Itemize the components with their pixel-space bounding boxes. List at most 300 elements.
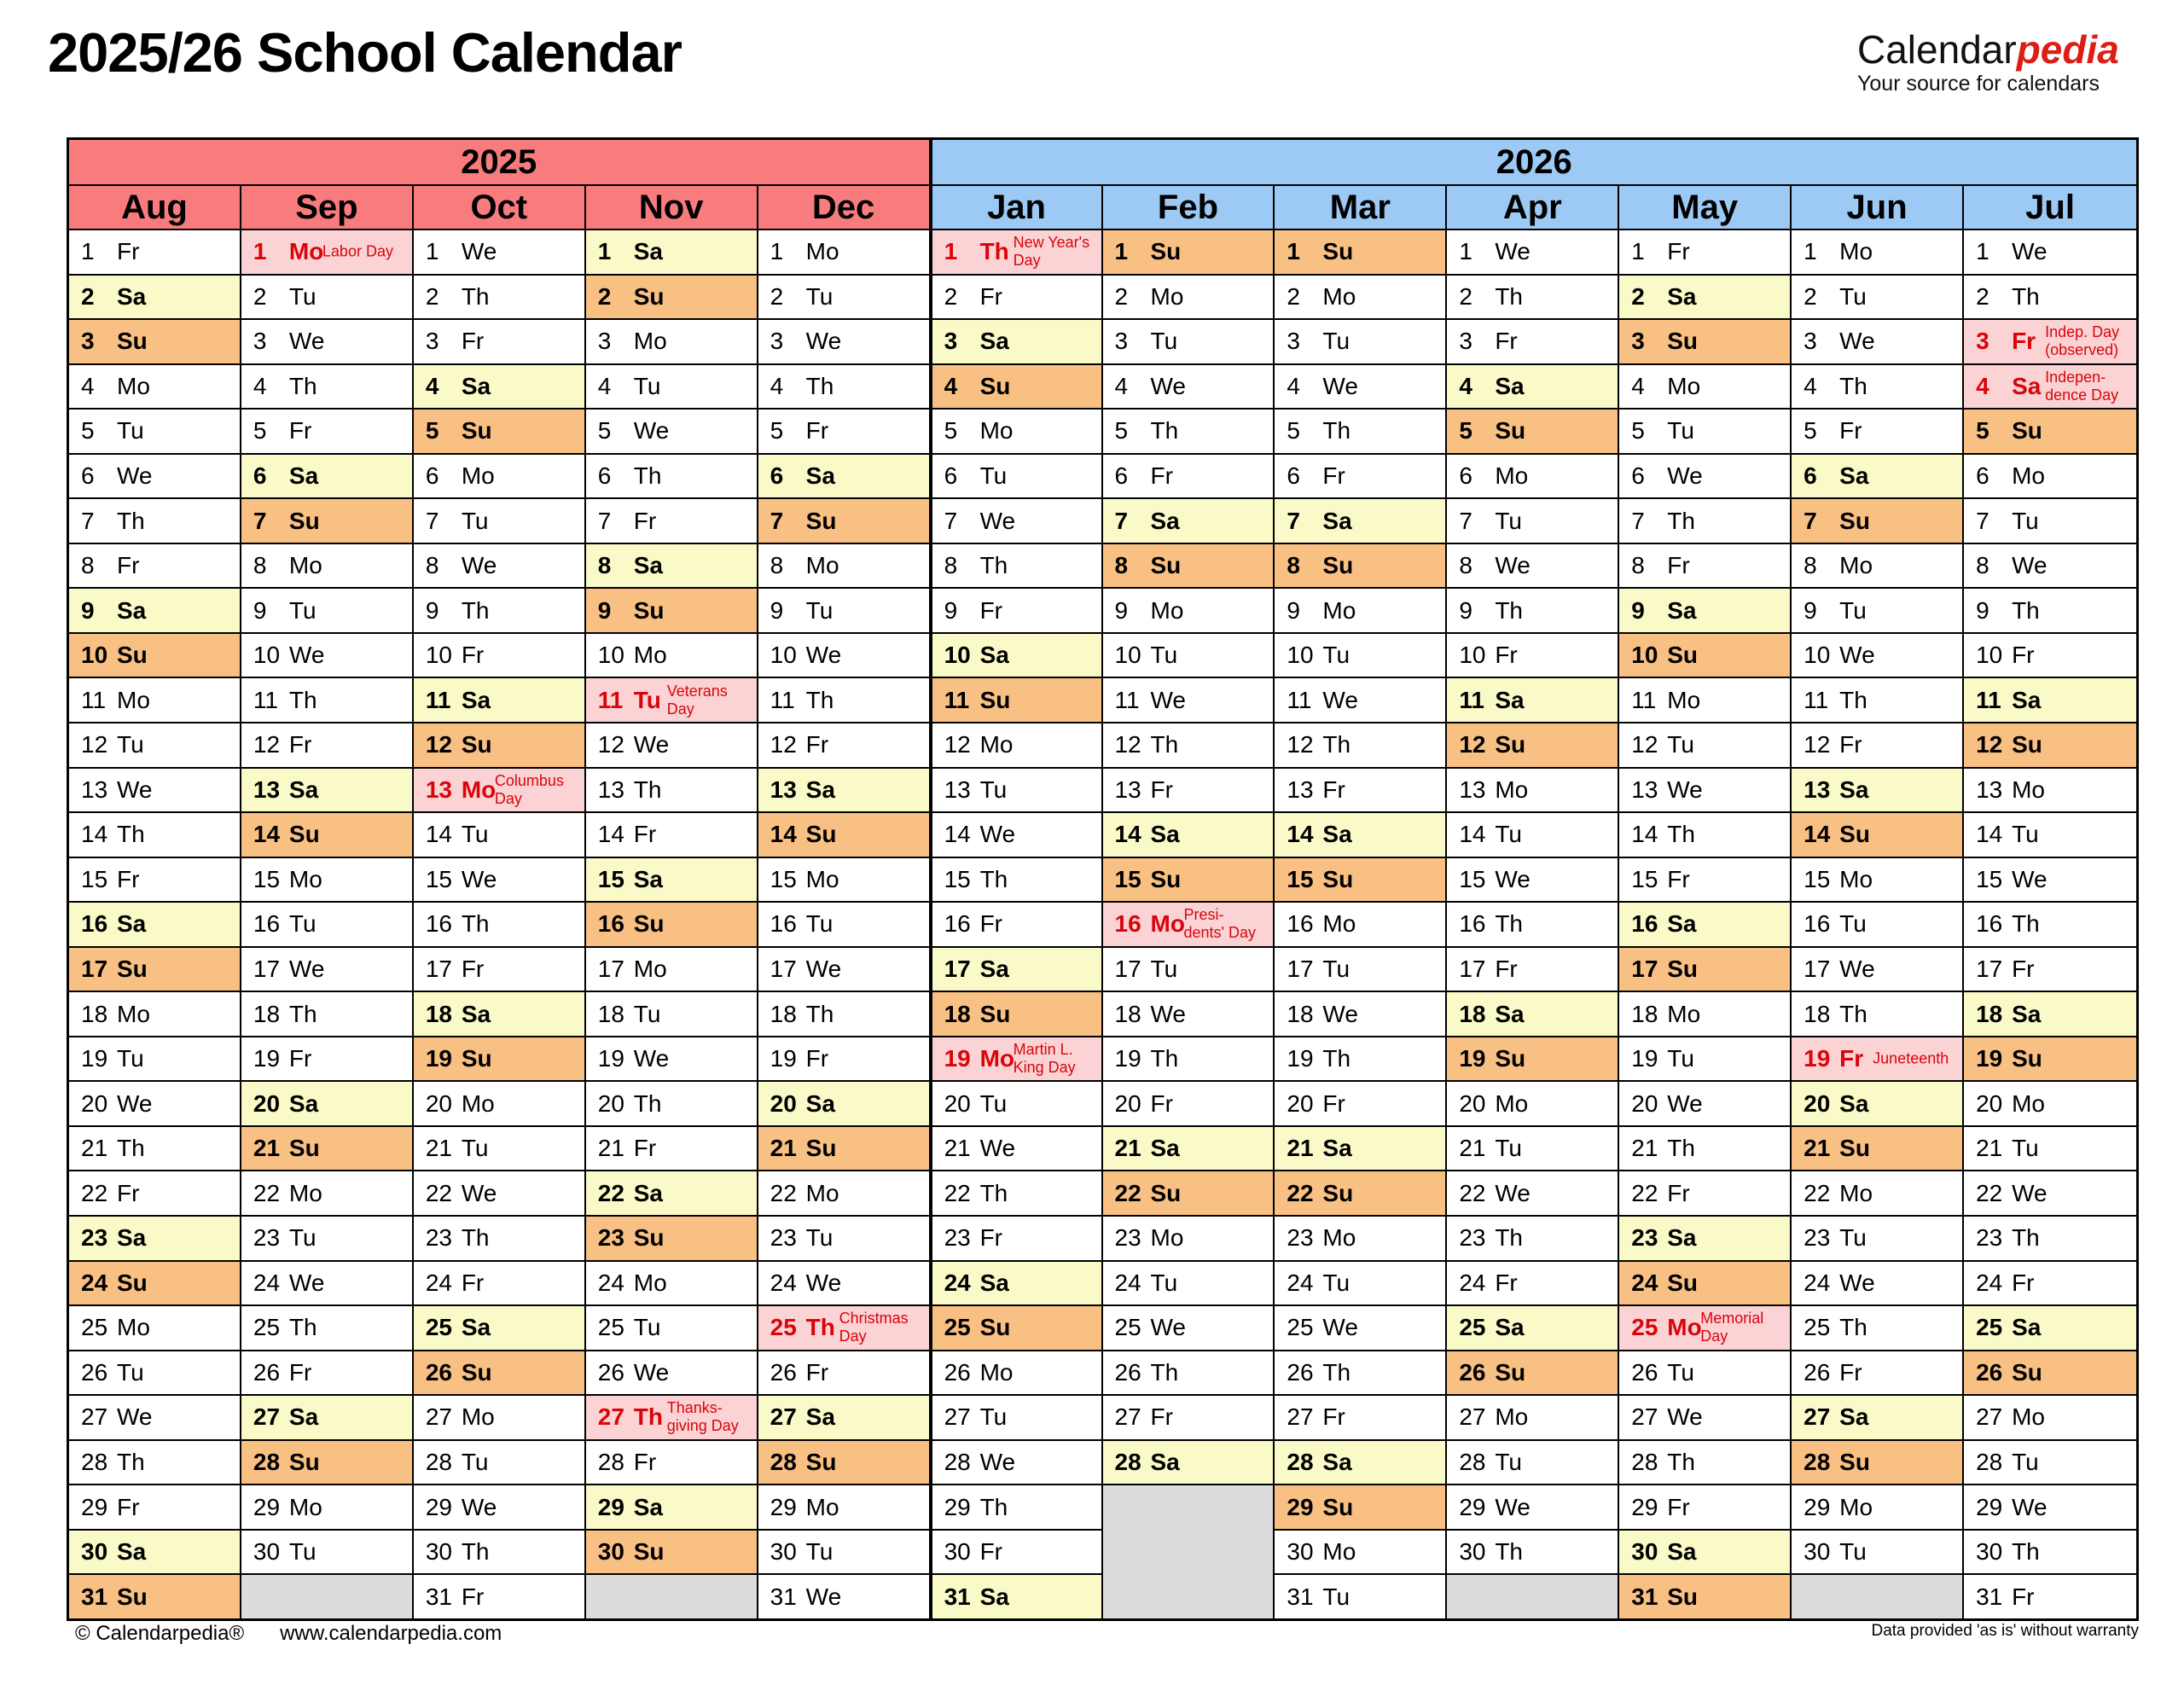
day-number: 24: [770, 1269, 797, 1296]
day-number: 24: [253, 1269, 281, 1296]
weekday-label: Mo: [979, 1358, 1014, 1386]
day-cell-sep-22: [241, 1170, 414, 1215]
brand-name: [1857, 29, 2119, 70]
day-cell-may-5: [1619, 408, 1792, 453]
day-number: 11: [1287, 686, 1312, 713]
day-number: 17: [1631, 956, 1658, 983]
day-cell-oct-28: [414, 1439, 586, 1485]
day-cell-feb-3: [1103, 318, 1275, 363]
weekday-label: Su: [288, 821, 320, 848]
weekday-label: Fr: [633, 821, 657, 848]
weekday-label: Su: [633, 910, 665, 938]
day-number: 5: [425, 417, 439, 444]
day-cell-nov-29: [586, 1484, 758, 1529]
weekday-label: Fr: [979, 910, 1003, 938]
day-number: 17: [81, 956, 108, 983]
weekday-label: Tu: [805, 596, 834, 624]
day-cell-apr-10: [1447, 632, 1619, 677]
weekday-label: We: [1667, 776, 1703, 803]
day-cell-jun-19: [1792, 1036, 1964, 1081]
weekday-label: Th: [1322, 417, 1351, 444]
weekday-label: Th: [288, 1000, 317, 1027]
day-cell-dec-28: [758, 1439, 931, 1485]
day-number: 27: [1976, 1403, 2003, 1431]
weekday-label: Fr: [633, 1449, 657, 1476]
day-number: 6: [1459, 462, 1472, 489]
weekday-label: Sa: [117, 596, 147, 624]
day-cell-may-4: [1619, 363, 1792, 409]
weekday-label: Sa: [633, 552, 663, 579]
day-number: 14: [1976, 821, 2003, 848]
day-cell-nov-17: [586, 946, 758, 991]
day-cell-oct-3: [414, 318, 586, 363]
day-number: 30: [1631, 1538, 1658, 1566]
day-cell-apr-4: [1447, 363, 1619, 409]
day-number: 22: [425, 1179, 452, 1206]
day-cell-aug-9: [69, 587, 241, 632]
day-cell-dec-5: [758, 408, 931, 453]
month-header-sep: Sep: [241, 184, 414, 229]
weekday-label: We: [288, 642, 325, 669]
day-cell-apr-21: [1447, 1125, 1619, 1171]
weekday-label: Mo: [2012, 1089, 2045, 1117]
day-number: 22: [1114, 1179, 1141, 1206]
day-cell-mar-28: [1275, 1439, 1447, 1485]
day-number: 7: [1287, 507, 1300, 534]
day-number: 28: [597, 1449, 624, 1476]
day-cell-jul-16: [1964, 901, 2136, 946]
weekday-label: Th: [461, 596, 490, 624]
weekday-label: Th: [1839, 686, 1867, 713]
day-cell-jul-3: [1964, 318, 2136, 363]
day-cell-nov-16: [586, 901, 758, 946]
weekday-label: Fr: [1495, 1269, 1518, 1296]
day-number: 4: [1976, 372, 1989, 399]
day-cell-jul-1: [1964, 229, 2136, 274]
weekday-label: Su: [1839, 507, 1870, 534]
day-number: 18: [1459, 1000, 1486, 1027]
day-cell-dec-19: [758, 1036, 931, 1081]
day-number: 3: [1631, 328, 1645, 355]
weekday-label: Sa: [288, 776, 319, 803]
day-number: 6: [425, 462, 439, 489]
weekday-label: Th: [979, 865, 1008, 892]
day-number: 5: [81, 417, 95, 444]
day-cell-feb-7: [1103, 497, 1275, 543]
day-number: 27: [1804, 1403, 1831, 1431]
weekday-label: Su: [288, 507, 320, 534]
day-number: 14: [1287, 821, 1314, 848]
day-number: 9: [770, 596, 784, 624]
day-cell-oct-7: [414, 497, 586, 543]
day-cell-jun-29: [1792, 1484, 1964, 1529]
day-cell-mar-17: [1275, 946, 1447, 991]
day-number: 23: [1114, 1224, 1141, 1252]
day-cell-dec-8: [758, 543, 931, 588]
day-cell-jul-27: [1964, 1394, 2136, 1439]
day-number: 28: [1459, 1449, 1486, 1476]
day-number: 1: [944, 238, 958, 265]
day-number: 2: [1114, 282, 1129, 310]
day-cell-sep-21: [241, 1125, 414, 1171]
day-cell-oct-26: [414, 1350, 586, 1395]
day-cell-aug-31: [69, 1573, 241, 1618]
day-number: 15: [81, 865, 108, 892]
day-cell-jul-6: [1964, 453, 2136, 498]
weekday-label: Mo: [288, 1179, 322, 1206]
day-cell-may-8: [1619, 543, 1792, 588]
empty-cell: [1103, 1529, 1275, 1574]
month-header-nov: Nov: [586, 184, 758, 229]
day-cell-mar-13: [1275, 767, 1447, 812]
day-cell-jun-14: [1792, 811, 1964, 857]
day-number: 1: [1976, 238, 1989, 265]
day-cell-nov-26: [586, 1350, 758, 1395]
day-cell-jan-16: [931, 901, 1103, 946]
weekday-label: We: [1495, 238, 1531, 265]
weekday-label: Mo: [1322, 1538, 1356, 1566]
day-number: 28: [1631, 1449, 1658, 1476]
day-number: 5: [1631, 417, 1645, 444]
day-number: 1: [81, 238, 95, 265]
day-number: 15: [770, 865, 797, 892]
weekday-label: Fr: [1667, 1179, 1690, 1206]
weekday-label: Mo: [2012, 1403, 2045, 1431]
weekday-label: Tu: [1667, 1045, 1694, 1072]
day-cell-sep-10: [241, 632, 414, 677]
day-cell-nov-4: [586, 363, 758, 409]
weekday-label: Tu: [2012, 1135, 2039, 1162]
day-cell-jan-4: [931, 363, 1103, 409]
day-cell-jan-3: [931, 318, 1103, 363]
day-cell-dec-29: [758, 1484, 931, 1529]
day-cell-jul-26: [1964, 1350, 2136, 1395]
weekday-label: Sa: [461, 1000, 491, 1027]
day-number: 14: [253, 821, 281, 848]
day-cell-dec-30: [758, 1529, 931, 1574]
empty-cell: [241, 1573, 414, 1618]
day-cell-may-26: [1619, 1350, 1792, 1395]
day-number: 12: [1459, 731, 1486, 758]
day-cell-feb-9: [1103, 587, 1275, 632]
day-cell-jan-29: [931, 1484, 1103, 1529]
day-number: 16: [1459, 910, 1486, 938]
day-cell-jan-21: [931, 1125, 1103, 1171]
weekday-label: Th: [633, 1089, 662, 1117]
day-number: 14: [1804, 821, 1831, 848]
day-number: 9: [253, 596, 267, 624]
day-number: 7: [1459, 507, 1472, 534]
day-number: 18: [770, 1000, 797, 1027]
weekday-label: Su: [2012, 417, 2042, 444]
day-cell-dec-16: [758, 901, 931, 946]
calendar-grid: [67, 137, 2139, 1621]
day-number: 3: [944, 328, 958, 355]
weekday-label: Mo: [805, 865, 839, 892]
day-number: 16: [1976, 910, 2003, 938]
day-number: 10: [1287, 642, 1314, 669]
weekday-label: Fr: [2012, 642, 2035, 669]
day-cell-aug-20: [69, 1080, 241, 1125]
day-cell-oct-12: [414, 722, 586, 767]
day-cell-mar-23: [1275, 1215, 1447, 1260]
day-number: 12: [81, 731, 108, 758]
weekday-label: Mo: [288, 552, 322, 579]
day-number: 9: [1976, 596, 1989, 624]
weekday-label: Sa: [1667, 910, 1697, 938]
day-cell-mar-2: [1275, 274, 1447, 319]
day-cell-dec-6: [758, 453, 931, 498]
day-number: 25: [1976, 1314, 2003, 1341]
year-band-2025: 2025: [69, 140, 931, 184]
day-cell-nov-10: [586, 632, 758, 677]
day-number: 6: [253, 462, 267, 489]
weekday-label: Th: [1150, 1045, 1179, 1072]
weekday-label: Su: [1495, 417, 1526, 444]
day-cell-dec-2: [758, 274, 931, 319]
footer-url-link[interactable]: www.calendarpedia.com: [280, 1622, 502, 1645]
weekday-label: Su: [1150, 552, 1182, 579]
day-number: 2: [1976, 282, 1989, 310]
day-cell-jul-28: [1964, 1439, 2136, 1485]
day-cell-feb-24: [1103, 1260, 1275, 1305]
day-number: 29: [425, 1493, 452, 1520]
day-number: 14: [425, 821, 452, 848]
day-number: 2: [81, 282, 95, 310]
day-cell-mar-27: [1275, 1394, 1447, 1439]
day-cell-aug-15: [69, 857, 241, 902]
day-number: 24: [425, 1269, 452, 1296]
weekday-label: Th: [2012, 1224, 2040, 1252]
weekday-label: Fr: [1495, 328, 1518, 355]
day-number: 18: [944, 1000, 971, 1027]
day-cell-jun-30: [1792, 1529, 1964, 1574]
day-cell-jan-14: [931, 811, 1103, 857]
weekday-label: Tu: [1839, 282, 1867, 310]
day-cell-sep-5: [241, 408, 414, 453]
weekday-label: Fr: [1839, 417, 1862, 444]
weekday-label: Sa: [2012, 1000, 2042, 1027]
day-number: 10: [770, 642, 797, 669]
day-cell-nov-15: [586, 857, 758, 902]
holiday-note: Indepen- dence Day: [2045, 368, 2119, 404]
brand-tagline: Your source for calendars: [1857, 72, 2100, 96]
weekday-label: Fr: [117, 552, 140, 579]
day-number: 22: [770, 1179, 797, 1206]
weekday-label: Mo: [979, 731, 1014, 758]
weekday-label: We: [1495, 865, 1531, 892]
weekday-label: Fr: [117, 1179, 140, 1206]
day-number: 9: [81, 596, 95, 624]
day-cell-jun-18: [1792, 991, 1964, 1036]
day-cell-sep-2: [241, 274, 414, 319]
day-cell-oct-13: [414, 767, 586, 812]
day-number: 22: [597, 1179, 624, 1206]
day-cell-may-23: [1619, 1215, 1792, 1260]
weekday-label: Sa: [805, 1089, 835, 1117]
weekday-label: Tu: [1839, 1224, 1867, 1252]
day-number: 22: [1287, 1179, 1314, 1206]
day-cell-apr-30: [1447, 1529, 1619, 1574]
day-cell-jan-2: [931, 274, 1103, 319]
day-number: 7: [1114, 507, 1129, 534]
day-number: 15: [1459, 865, 1486, 892]
day-number: 24: [81, 1269, 108, 1296]
weekday-label: Sa: [1839, 462, 1869, 489]
weekday-label: Su: [979, 372, 1011, 399]
day-number: 18: [597, 1000, 624, 1027]
weekday-label: Fr: [633, 1135, 657, 1162]
day-number: 5: [597, 417, 612, 444]
day-cell-jul-13: [1964, 767, 2136, 812]
day-cell-nov-12: [586, 722, 758, 767]
weekday-label: Tu: [1495, 507, 1522, 534]
day-number: 21: [944, 1135, 971, 1162]
weekday-label: Sa: [461, 372, 491, 399]
day-cell-feb-23: [1103, 1215, 1275, 1260]
day-number: 24: [1459, 1269, 1486, 1296]
weekday-label: Tu: [288, 910, 317, 938]
weekday-label: We: [805, 1269, 842, 1296]
day-cell-aug-19: [69, 1036, 241, 1081]
day-cell-aug-22: [69, 1170, 241, 1215]
day-number: 14: [81, 821, 108, 848]
day-cell-jun-9: [1792, 587, 1964, 632]
day-cell-sep-30: [241, 1529, 414, 1574]
day-number: 26: [425, 1358, 452, 1386]
day-number: 2: [770, 282, 784, 310]
day-number: 21: [425, 1135, 452, 1162]
day-cell-jul-4: [1964, 363, 2136, 409]
day-cell-nov-20: [586, 1080, 758, 1125]
holiday-note: Presi- dents' Day: [1183, 906, 1256, 942]
weekday-label: Sa: [117, 910, 147, 938]
weekday-label: Th: [1495, 282, 1524, 310]
day-cell-feb-28: [1103, 1439, 1275, 1485]
holiday-note: Veterans Day: [666, 682, 728, 718]
day-cell-jul-24: [1964, 1260, 2136, 1305]
day-number: 17: [1287, 956, 1314, 983]
weekday-label: Fr: [1667, 1493, 1690, 1520]
day-number: 4: [425, 372, 439, 399]
day-cell-jun-12: [1792, 722, 1964, 767]
weekday-label: Sa: [979, 956, 1009, 983]
weekday-label: Tu: [1150, 956, 1178, 983]
weekday-label: We: [117, 1403, 153, 1431]
day-cell-sep-28: [241, 1439, 414, 1485]
day-cell-mar-16: [1275, 901, 1447, 946]
day-number: 1: [1459, 238, 1472, 265]
day-cell-nov-9: [586, 587, 758, 632]
weekday-label: We: [1839, 642, 1875, 669]
day-cell-sep-23: [241, 1215, 414, 1260]
day-number: 25: [1631, 1314, 1658, 1341]
day-number: 3: [1804, 328, 1817, 355]
weekday-label: Tu: [805, 282, 834, 310]
day-cell-jul-9: [1964, 587, 2136, 632]
day-number: 7: [425, 507, 439, 534]
day-cell-jun-11: [1792, 677, 1964, 722]
day-cell-oct-16: [414, 901, 586, 946]
day-cell-nov-24: [586, 1260, 758, 1305]
day-cell-aug-25: [69, 1304, 241, 1350]
day-cell-jan-11: [931, 677, 1103, 722]
day-cell-nov-27: [586, 1394, 758, 1439]
day-cell-apr-8: [1447, 543, 1619, 588]
day-cell-feb-14: [1103, 811, 1275, 857]
day-number: 9: [944, 596, 958, 624]
weekday-label: Mo: [461, 1403, 495, 1431]
weekday-label: Mo: [979, 417, 1014, 444]
day-number: 9: [425, 596, 439, 624]
weekday-label: We: [1839, 328, 1875, 355]
weekday-label: Tu: [979, 1403, 1008, 1431]
day-number: 25: [425, 1314, 452, 1341]
day-number: 20: [81, 1089, 108, 1117]
day-cell-may-10: [1619, 632, 1792, 677]
weekday-label: Su: [1150, 238, 1182, 265]
weekday-label: Th: [805, 1314, 835, 1341]
day-cell-jul-5: [1964, 408, 2136, 453]
day-cell-feb-1: [1103, 229, 1275, 274]
day-cell-mar-25: [1275, 1304, 1447, 1350]
weekday-label: We: [117, 1089, 153, 1117]
weekday-label: Mo: [1150, 596, 1184, 624]
weekday-label: Tu: [461, 1135, 489, 1162]
weekday-label: Tu: [1322, 642, 1350, 669]
weekday-label: We: [1667, 1403, 1703, 1431]
weekday-label: We: [1322, 686, 1358, 713]
weekday-label: We: [1322, 372, 1358, 399]
day-number: 26: [1287, 1358, 1314, 1386]
weekday-label: Sa: [2012, 1314, 2042, 1341]
day-cell-nov-2: [586, 274, 758, 319]
weekday-label: Fr: [461, 1583, 485, 1610]
weekday-label: Th: [461, 1538, 490, 1566]
day-cell-aug-4: [69, 363, 241, 409]
weekday-label: Tu: [805, 910, 834, 938]
day-number: 7: [1804, 507, 1817, 534]
weekday-label: Su: [461, 1045, 492, 1072]
day-cell-oct-17: [414, 946, 586, 991]
day-cell-jan-20: [931, 1080, 1103, 1125]
day-number: 8: [1287, 552, 1300, 579]
weekday-label: Tu: [1322, 956, 1350, 983]
day-cell-jul-2: [1964, 274, 2136, 319]
day-number: 16: [1631, 910, 1658, 938]
weekday-label: Sa: [1150, 507, 1180, 534]
day-cell-may-24: [1619, 1260, 1792, 1305]
weekday-label: Tu: [633, 1314, 661, 1341]
brand-name-black: Calendar: [1857, 27, 2017, 72]
weekday-label: Mo: [633, 328, 667, 355]
weekday-label: Su: [1667, 1269, 1699, 1296]
day-cell-feb-25: [1103, 1304, 1275, 1350]
weekday-label: Tu: [288, 596, 317, 624]
day-number: 16: [1114, 910, 1141, 938]
day-cell-feb-8: [1103, 543, 1275, 588]
day-number: 28: [770, 1449, 797, 1476]
day-cell-jul-15: [1964, 857, 2136, 902]
day-number: 11: [1631, 686, 1657, 713]
day-number: 7: [944, 507, 958, 534]
day-number: 22: [1459, 1179, 1486, 1206]
weekday-label: Sa: [1667, 282, 1697, 310]
weekday-label: Tu: [117, 1045, 144, 1072]
weekday-label: We: [805, 1583, 842, 1610]
day-number: 7: [770, 507, 784, 534]
day-cell-mar-18: [1275, 991, 1447, 1036]
